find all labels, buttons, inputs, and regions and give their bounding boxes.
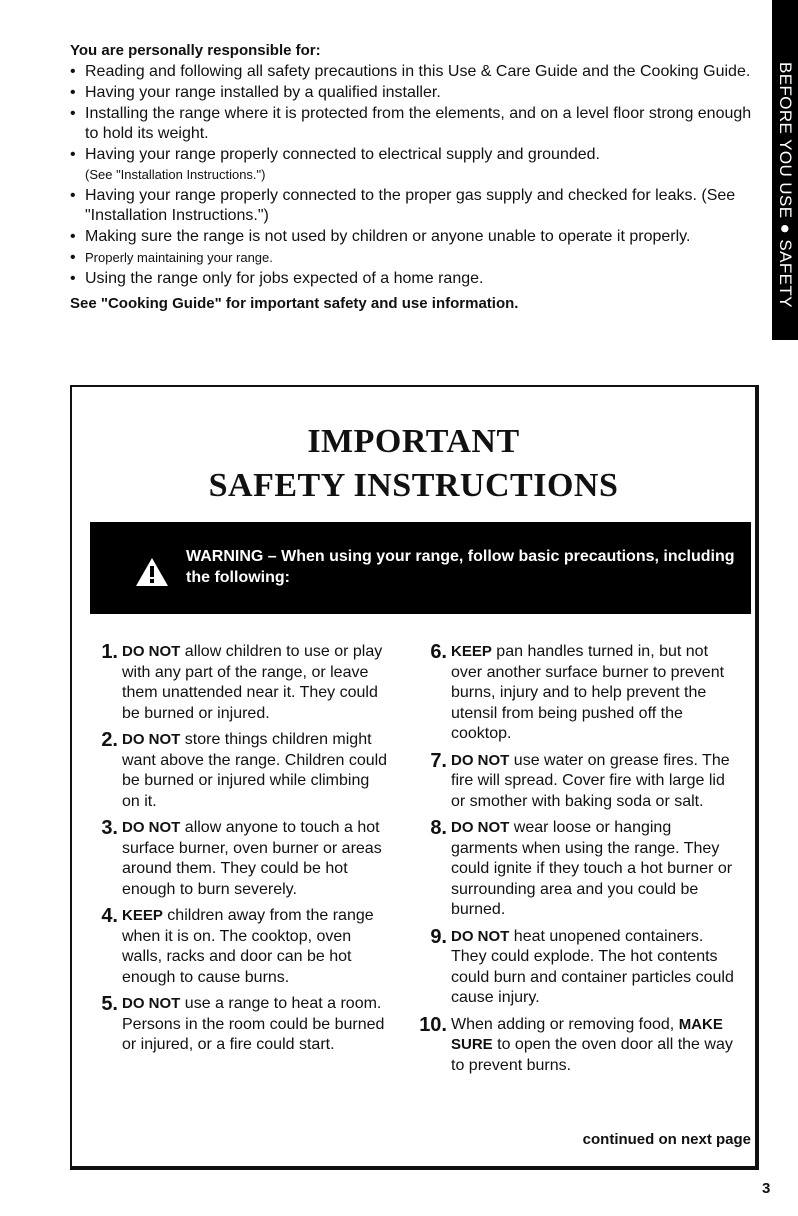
instruction-item: 9. DO NOT heat unopened containers. They could explode. The hot contents could burn and container particles could cause injury. <box>430 925 734 1006</box>
warning-triangle-icon <box>135 557 169 587</box>
instructions-right-column <box>417 642 742 1082</box>
instructions-left-column <box>88 642 388 1062</box>
list-item: • Having your range properly connected to electrical supply and grounded. (See "Installation Instructions.") <box>70 145 760 185</box>
instruction-item: 7. DO NOT use water on grease fires. The fire will spread. Cover fire with large lid or smother with baking soda or salt. <box>430 749 730 810</box>
instruction-item: 1. DO NOT allow children to use or play with any part of the range, or leave them unattended near it. They could be burned or injured. <box>101 641 383 722</box>
list-item: • Having your range properly connected to the proper gas supply and checked for leaks. (See "Installation Instructions.") <box>70 186 760 226</box>
box-title-line2: SAFETY INSTRUCTIONS <box>208 467 619 504</box>
see-cooking-guide-note: See "Cooking Guide" for important safety and use information. <box>70 295 519 312</box>
safety-instructions-box <box>70 385 759 1170</box>
responsibilities-heading: You are personally responsible for: <box>70 42 321 59</box>
continued-note: continued on next page <box>582 1131 751 1148</box>
list-item: • Reading and following all safety precautions in this Use & Care Guide and the Cooking Guide. <box>70 62 760 82</box>
list-item: • Having your range installed by a qualified installer. <box>70 83 760 103</box>
list-item: • Properly maintaining your range. <box>70 248 760 268</box>
side-tab-label: BEFORE YOU USE ● SAFETY <box>776 62 795 308</box>
section-side-tab <box>772 0 798 340</box>
box-title-line1: IMPORTANT <box>307 423 520 460</box>
warning-banner <box>90 522 751 614</box>
warning-text: WARNING – When using your range, follow basic precautions, including the following: <box>186 548 735 586</box>
instruction-item: 4. KEEP children away from the range when it is on. The cooktop, oven walls, racks and door can be hot enough to cause burns. <box>101 905 374 986</box>
list-item: • Installing the range where it is protected from the elements, and on a level floor strong enough to hold its weight. <box>70 104 760 144</box>
instruction-item: 5. DO NOT use a range to heat a room. Persons in the room could be burned or injured, or a fire could start. <box>101 993 385 1053</box>
instruction-item: 10. When adding or removing food, MAKE SURE to open the oven door all the way to prevent burns. <box>419 1013 733 1074</box>
responsibilities-list <box>70 62 760 289</box>
instruction-item: 2. DO NOT store things children might want above the range. Children could be burned or injured while climbing on it. <box>101 729 388 810</box>
list-item: • Making sure the range is not used by children or anyone unable to operate it properly. <box>70 227 760 247</box>
instruction-item: 3. DO NOT allow anyone to touch a hot surface burner, oven burner or areas around them. They could be hot enough to burn severely. <box>101 817 382 898</box>
instruction-item: 8. DO NOT wear loose or hanging garments when using the range. They could ignite if they touch a hot burner or surrounding area and you could be burned. <box>430 817 733 918</box>
responsibilities-section <box>70 42 760 312</box>
list-item: • Using the range only for jobs expected of a home range. <box>70 269 760 289</box>
instruction-item: 6. KEEP pan handles turned in, but not over another surface burner to prevent burns, injury and to help prevent the utensil from being pushed off the cooktop. <box>430 641 725 742</box>
page-number: 3 <box>762 1180 771 1197</box>
